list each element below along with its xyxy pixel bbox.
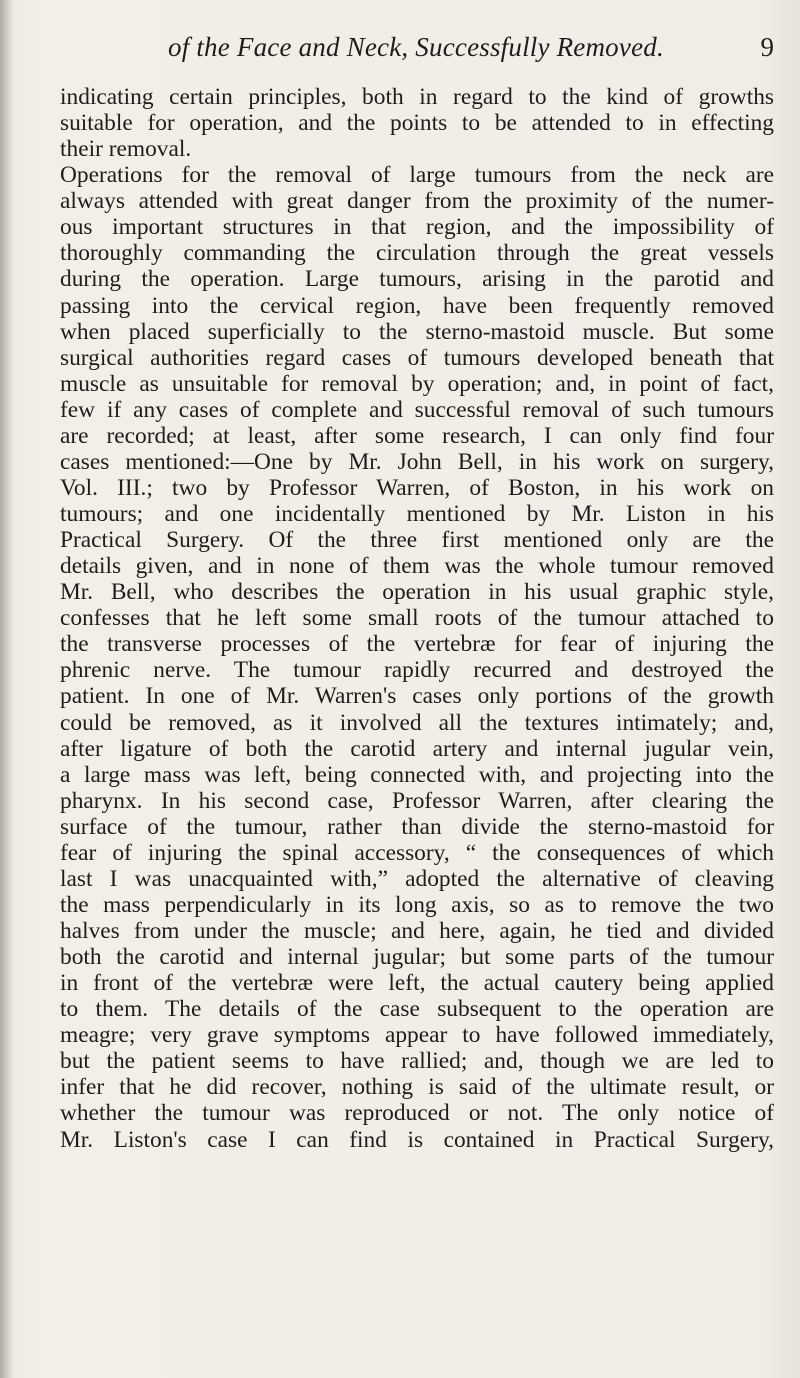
running-head: of the Face and Neck, Successfully Removed. [168,32,664,62]
text-line: the transverse processes of the vertebræ for fear of injuring the [60,631,774,658]
text-line: meagre; very grave symptoms appear to have followed immediately, [60,1022,774,1049]
text-line: surgical authorities regard cases of tumours developed beneath that [60,344,774,371]
text-line: whether the tumour was reproduced or not. The only notice of [60,1100,774,1127]
text-line: after ligature of both the carotid artery and internal jugular vein, [60,735,774,762]
text-line: passing into the cervical region, have been frequently removed [60,292,774,319]
text-line: a large mass was left, being connected with, and projecting into the [60,761,774,788]
text-line: when placed superficially to the sterno-mastoid muscle. But some [60,318,774,345]
text-line: could be removed, as it involved all the textures intimately; and, [60,709,774,736]
text-line: cases mentioned:—One by Mr. John Bell, in his work on surgery, [60,448,774,475]
text-line: muscle as unsuitable for removal by operation; and, in point of fact, [60,370,774,397]
text-line: to them. The details of the case subsequent to the operation are [60,996,774,1023]
page-header [60,30,774,70]
text-line: few if any cases of complete and successful removal of such tumours [60,396,774,423]
text-line: Vol. III.; two by Professor Warren, of Boston, in his work on [60,474,774,501]
text-line: details given, and in none of them was the whole tumour removed [60,553,774,580]
body-text [60,84,774,1153]
text-line: Practical Surgery. Of the three first mentioned only are the [60,527,774,554]
text-line: always attended with great danger from the proximity of the numer- [60,188,774,215]
text-line: both the carotid and internal jugular; but some parts of the tumour [60,944,774,971]
text-line: Operations for the removal of large tumours from the neck are [60,162,774,189]
text-line: Mr. Bell, who describes the operation in his usual graphic style, [60,579,774,606]
text-line: pharynx. In his second case, Professor Warren, after clearing the [60,787,774,814]
text-line: phrenic nerve. The tumour rapidly recurred and destroyed the [60,657,774,684]
text-line: tumours; and one incidentally mentioned by Mr. Liston in his [60,501,774,527]
text-line: in front of the vertebræ were left, the actual cautery being applied [60,970,774,997]
text-line: suitable for operation, and the points to be attended to in effecting [60,110,774,137]
page-number: 9 [760,32,774,62]
text-line: indicating certain principles, both in regard to the kind of growths [60,84,774,110]
binding-shadow [0,0,14,1378]
text-line: confesses that he left some small roots of the tumour attached to [60,605,774,632]
text-line: thoroughly commanding the circulation through the great vessels [60,240,774,267]
text-line: patient. In one of Mr. Warren's cases only portions of the growth [60,683,774,710]
text-line: infer that he did recover, nothing is said of the ultimate result, or [60,1074,774,1101]
text-line: but the patient seems to have rallied; and, though we are led to [60,1048,774,1075]
text-line: are recorded; at least, after some research, I can only find four [60,422,774,449]
text-line: halves from under the muscle; and here, again, he tied and divided [60,918,774,944]
text-line: fear of injuring the spinal accessory, “ the consequences of which [60,839,774,866]
text-line: ous important structures in that region, and the impossibility of [60,214,774,241]
text-line: their removal. [60,136,192,163]
text-line: the mass perpendicularly in its long axis, so as to remove the two [60,891,774,918]
text-line: surface of the tumour, rather than divide the sterno-mastoid for [60,813,774,840]
text-line: Mr. Liston's case I can find is contained in Practical Surgery, [60,1126,774,1153]
text-line: during the operation. Large tumours, arising in the parotid and [60,266,774,293]
text-line: last I was unacquainted with,” adopted the alternative of cleaving [60,865,774,892]
